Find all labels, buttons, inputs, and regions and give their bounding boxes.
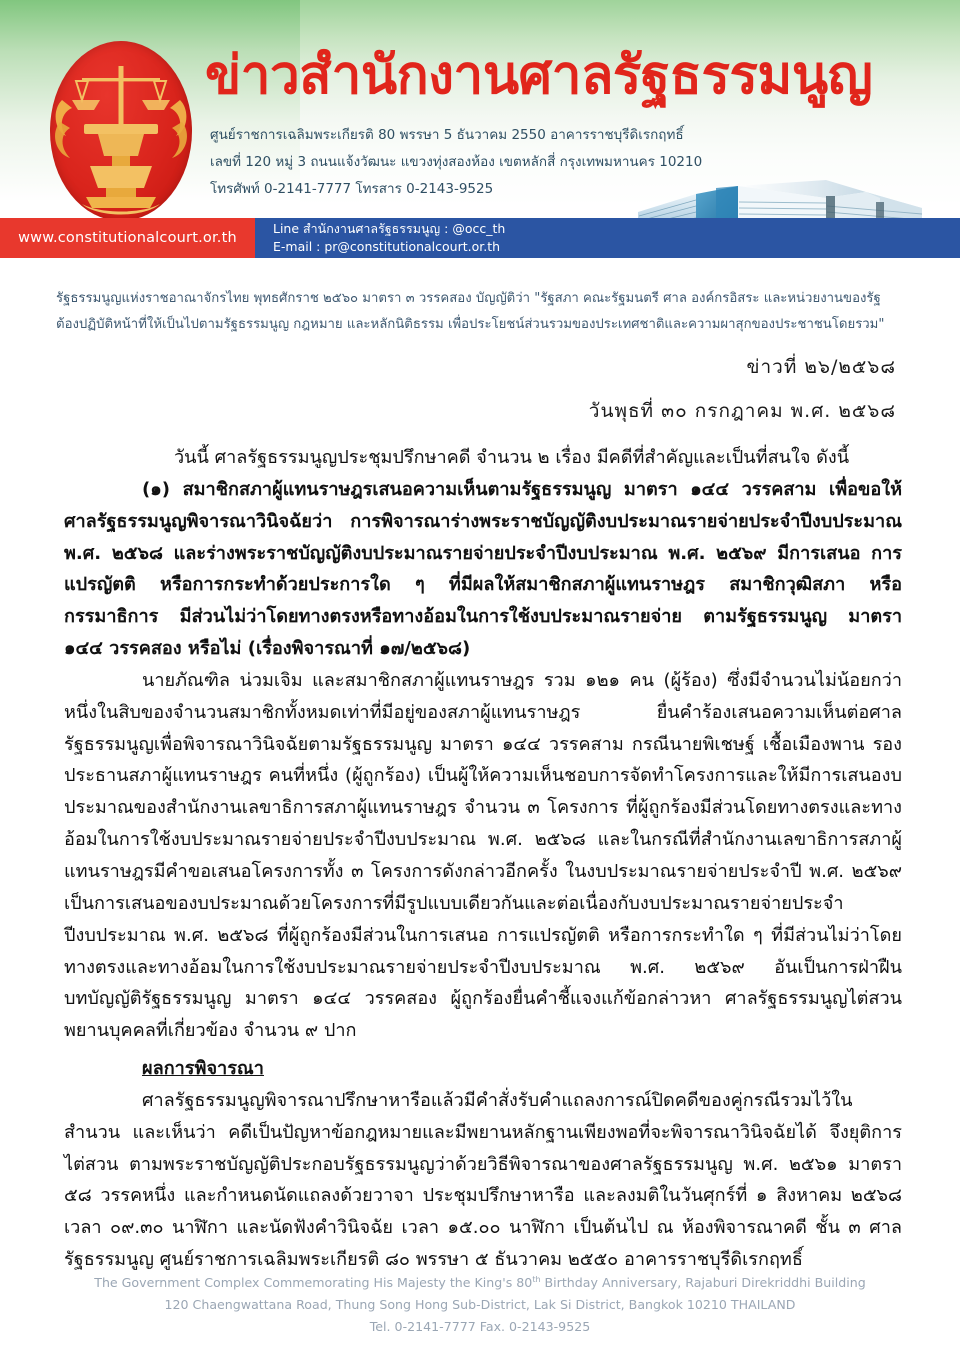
news-number: ข่าวที่ ๒๖/๒๕๖๘ (746, 356, 896, 378)
line-contact[interactable]: Line สำนักงานศาลรัฐธรรมนูญ : @occ_th (273, 221, 506, 237)
intro-paragraph: วันนี้ ศาลรัฐธรรมนูญประชุมปรึกษาคดี จำนวน ๒ เรื่อง มีคดีที่สำคัญและเป็นที่สนใจ ดังนี้ (174, 447, 850, 468)
item-1-detail: นายภัณฑิล น่วมเจิม และสมาชิกสภาผู้แทนราษฎร รวม ๑๒๑ คน (ผู้ร้อง) ซึ่งมีจำนวนไม่น้อยกว่าหนึ่งในสิบของจำนวนสมาชิกทั้งหมดเท่าที่มีอยู่ของสภาผู้แทนราษฎร ยื่นคำร้องเสนอความเห็นต่อศาลรัฐธรรมนูญเพื่อพิจารณาวินิจฉัยตามรัฐธรรมนูญ มาตรา ๑๔๔ วรรคสาม กรณีนายพิเชษฐ์ เชื้อเมืองพาน รองประธานสภาผู้แทนราษฎร คนที่หนึ่ง (ผู้ถูกร้อง) เป็นผู้ให้ความเห็นชอบการจัดทำโครงการและให้มีการเสนองบประมาณของสำนักงานเลขาธิการสภาผู้แทนราษฎร จำนวน ๓ โครงการ ที่ผู้ถูกร้องมีส่วนโดยทางตรงและทางอ้อมในการใช้งบประมาณรายจ่ายประจำปีงบประมาณ พ.ศ. ๒๕๖๘ และในกรณีที่สำนักงานเลขาธิการสภาผู้แทนราษฎรมีคำขอเสนอโครงการทั้ง ๓ โครงการดังกล่าวอีกครั้ง ในงบประมาณรายจ่ายประจำปี พ.ศ. ๒๕๖๙ เป็นการเสนอของบประมาณด้วยโครงการที่มีรูปแบบเดียวกันและต่อเนื่องกับงบประมาณรายจ่ายประจำปีงบประมาณ พ.ศ. ๒๕๖๘ ที่ผู้ถูกร้องมีส่วนในการเสนอ การแปรญัตติ หรือการกระทำใด ๆ ที่มีส่วนไม่ว่าโดยทางตรงและทางอ้อมในการใช้งบประมาณรายจ่ายประจำปีงบประมาณ พ.ศ. ๒๕๖๙ อันเป็นการฝ่าฝืนบทบัญญัติรัฐธรรมนูญ มาตรา ๑๔๔ วรรคสอง ผู้ถูกร้องยื่นคำชี้แจงแก้ข้อกล่าวหา ศาลรัฐธรรมนูญไต่สวนพยานบุคคลที่เกี่ยวข้อง จำนวน ๙ ปาก (64, 669, 902, 1042)
email-contact[interactable]: E-mail : pr@constitutionalcourt.or.th (273, 239, 501, 254)
result-paragraph: ศาลรัฐธรรมนูญพิจารณาปรึกษาหารือแล้วมีคำสั่งรับคำแถลงการณ์ปิดคดีของคู่กรณีรวมไว้ในสำนวน และเห็นว่า คดีเป็นปัญหาข้อกฎหมายและมีพยานหลักฐานเพียงพอที่จะพิจารณาวินิจฉัยได้ จึงยุติการไต่สวน ตามพระราชบัญญัติประกอบรัฐธรรมนูญว่าด้วยวิธีพิจารณาของศาลรัฐธรรมนูญ พ.ศ. ๒๕๖๑ มาตรา ๕๘ วรรคหนึ่ง และกำหนดนัดแถลงด้วยวาจา ประชุมปรึกษาหารือ และลงมติในวันศุกร์ที่ ๑ สิงหาคม ๒๕๖๘ เวลา ๐๙.๓๐ นาฬิกา และนัดฟังคำวินิจฉัย เวลา ๑๕.๐๐ นาฬิกา เป็นต้นไป ณ ห้องพิจารณาคดี ชั้น ๓ ศาลรัฐธรรมนูญ ศูนย์ราชการเฉลิมพระเกียรติ ๘๐ พรรษา ๕ ธันวาคม ๒๕๕๐ อาคารราชบุรีดิเรกฤทธิ์ (64, 1089, 902, 1271)
website-url[interactable]: www.constitutionalcourt.or.th (18, 230, 237, 246)
constitutional-court-emblem-icon (42, 38, 200, 224)
social-contact-block (255, 218, 960, 258)
footer-line-1 (0, 1272, 960, 1294)
document-body (64, 442, 902, 1276)
document-meta (0, 352, 896, 426)
result-heading (64, 1053, 902, 1085)
footer-line-1-b: Birthday Anniversary, Rajaburi Direkriddhi Building (540, 1274, 866, 1290)
banner-title: ข่าวสำนักงานศาลรัฐธรรมนูญ (205, 45, 873, 106)
news-date: วันพุธที่ ๓๐ กรกฎาคม พ.ศ. ๒๕๖๘ (588, 400, 896, 422)
contact-strip (0, 218, 960, 258)
address-line-3: โทรศัพท์ 0-2141-7777 โทรสาร 0-2143-9525 (210, 181, 494, 197)
footer-line-1-a: The Government Complex Commemorating His Majesty the King's 80 (94, 1274, 533, 1290)
result-heading-text: ผลการพิจารณา (142, 1058, 264, 1080)
page-footer (0, 1272, 960, 1338)
quote-line-2: ต้องปฏิบัติหน้าที่ให้เป็นไปตามรัฐธรรมนูญ กฎหมาย และหลักนิติธรรม เพื่อประโยชน์ส่วนรวมของประเทศชาติและความผาสุกของประชาชนโดยรวม" (56, 316, 885, 332)
website-block[interactable] (0, 218, 255, 258)
footer-line-3: Tel. 0-2141-7777 Fax. 0-2143-9525 (369, 1318, 591, 1334)
footer-ordinal-suffix: th (532, 1274, 541, 1284)
quote-line-1: รัฐธรรมนูญแห่งราชอาณาจักรไทย พุทธศักราช ๒๕๖๐ มาตรา ๓ วรรคสอง บัญญัติว่า "รัฐสภา คณะรัฐมนตรี ศาล องค์กรอิสระ และหน่วยงานของรัฐ (56, 291, 881, 306)
address-line-1: ศูนย์ราชการเฉลิมพระเกียรติ 80 พรรษา 5 ธันวาคม 2550 อาคารราชบุรีดิเรกฤทธิ์ (210, 127, 684, 143)
footer-line-2: 120 Chaengwattana Road, Thung Song Hong Sub-District, Lak Si District, Bangkok 10210 THAILAND (164, 1296, 796, 1312)
item-1-heading: (๑) สมาชิกสภาผู้แทนราษฎรเสนอความเห็นตามรัฐธรรมนูญ มาตรา ๑๔๔ วรรคสาม เพื่อขอให้ศาลรัฐธรรมนูญพิจารณาวินิจฉัยว่า การพิจารณาร่างพระราชบัญญัติงบประมาณรายจ่ายประจำปีงบประมาณ พ.ศ. ๒๕๖๘ และร่างพระราชบัญญัติงบประมาณรายจ่ายประจำปีงบประมาณ พ.ศ. ๒๕๖๙ มีการเสนอ การแปรญัตติ หรือการกระทำด้วยประการใด ๆ ที่มีผลให้สมาชิกสภาผู้แทนราษฎร สมาชิกวุฒิสภา หรือกรรมาธิการ มีส่วนไม่ว่าโดยทางตรงหรือทางอ้อมในการใช้งบประมาณรายจ่าย ตามรัฐธรรมนูญ มาตรา ๑๔๔ วรรคสอง หรือไม่ (เรื่องพิจารณาที่ ๑๗/๒๕๖๘) (64, 478, 902, 660)
constitution-quote (56, 286, 912, 337)
address-line-2: เลขที่ 120 หมู่ 3 ถนนแจ้งวัฒนะ แขวงทุ่งสองห้อง เขตหลักสี่ กรุงเทพมหานคร 10210 (210, 154, 703, 170)
header-banner (0, 0, 960, 258)
emblem-scales-of-justice-icon (42, 38, 200, 224)
